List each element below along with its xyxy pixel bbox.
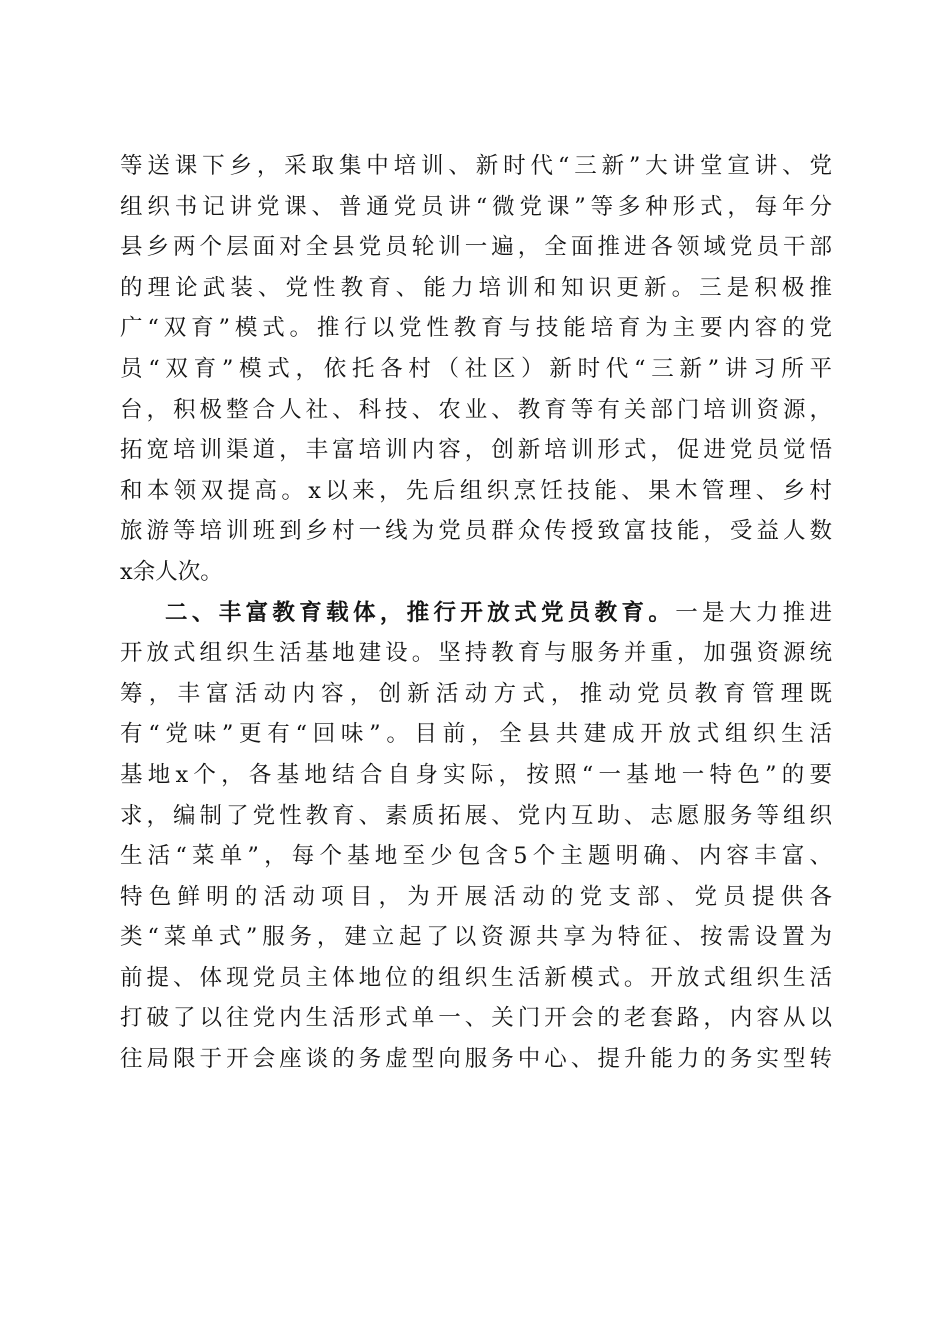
paragraph-line: 打破了以往党内生活形式单一、关门开会的老套路，内容从以 (120, 1005, 832, 1032)
paragraph-line: 往局限于开会座谈的务虚型向服务中心、提升能力的务实型转 (120, 1046, 832, 1073)
paragraph-line: 员“双育”模式，依托各村（社区）新时代“三新”讲习所平 (120, 355, 832, 382)
paragraph-line: 县乡两个层面对全县党员轮训一遍，全面推进各领域党员干部 (120, 234, 832, 261)
paragraph-line: 旅游等培训班到乡村一线为党员群众传授致富技能，受益人数 (120, 518, 832, 545)
paragraph-line: 组织书记讲党课、普通党员讲“微党课”等多种形式，每年分 (120, 193, 832, 220)
paragraph-line: 基地x个，各基地结合自身实际，按照“一基地一特色”的要 (120, 761, 832, 788)
paragraph-line: 类“菜单式”服务，建立起了以资源共享为特征、按需设置为 (120, 924, 832, 951)
paragraph-line: x余人次。 (120, 558, 223, 585)
paragraph-line: 广“双育”模式。推行以党性教育与技能培育为主要内容的党 (120, 315, 832, 342)
paragraph-line: 有“党味”更有“回味”。目前，全县共建成开放式组织生活 (120, 721, 832, 748)
body-text (120, 146, 832, 1080)
paragraph-line: 特色鲜明的活动项目，为开展活动的党支部、党员提供各 (120, 883, 832, 910)
paragraph-line: 拓宽培训渠道，丰富培训内容，创新培训形式，促进党员觉悟 (120, 437, 832, 464)
paragraph-line: 前提、体现党员主体地位的组织生活新模式。开放式组织生活 (120, 964, 832, 991)
paragraph-line: 开放式组织生活基地建设。坚持教育与服务并重，加强资源统 (120, 640, 832, 667)
section-heading: 二、丰富教育载体，推行开放式党员教育。 (165, 599, 676, 626)
paragraph-first-line (120, 593, 832, 634)
heading-continuation: 一是大力推进 (675, 599, 832, 626)
paragraph-1 (120, 146, 832, 593)
paragraph-line: 和本领双提高。x以来，先后组织烹饪技能、果木管理、乡村 (120, 477, 832, 504)
paragraph-line: 等送课下乡，采取集中培训、新时代“三新”大讲堂宣讲、党 (120, 153, 832, 179)
paragraph-line: 的理论武装、党性教育、能力培训和知识更新。三是积极推 (120, 274, 832, 301)
paragraph-2 (120, 593, 832, 1080)
paragraph-line: 求，编制了党性教育、素质拓展、党内互助、志愿服务等组织 (120, 802, 832, 829)
paragraph-line: 筹，丰富活动内容，创新活动方式，推动党员教育管理既 (120, 680, 832, 707)
paragraph-line: 生活“菜单”，每个基地至少包含5个主题明确、内容丰富、 (120, 843, 832, 870)
paragraph-line: 台，积极整合人社、科技、农业、教育等有关部门培训资源， (120, 396, 832, 423)
